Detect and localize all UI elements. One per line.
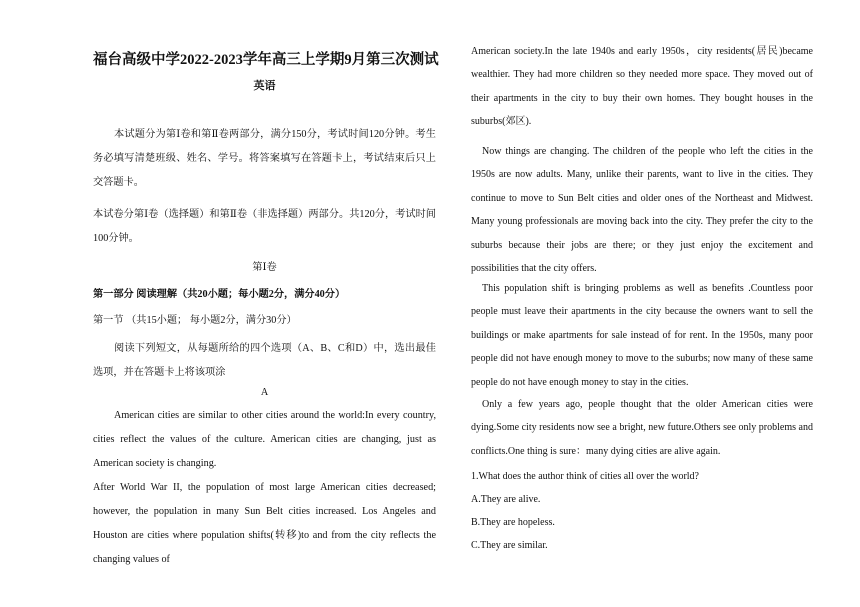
question-stem: 1.What does the author think of cities all over the world? — [471, 471, 699, 482]
instructions: 阅读下列短文，从每题所给的四个选项（A、B、C和D）中，选出最佳选项，并在答题卡上将该项涂 — [93, 343, 436, 378]
question-option: A.They are alive. — [471, 494, 541, 505]
passage-paragraph-3: Now things are changing. The children of the people who left the cities in the 1950s are now adults. Many, unlike their parents, want to live in the cities. They continue to move to Sun Belt cities and older ones of the Northeast and Midwest. Many young professionals are moving back into the city. They prefer the city to the suburbs because their jobs are there; or they just enjoy the excitement and possibilities that the city offers. — [471, 146, 813, 275]
passage-paragraph-1: American cities are similar to other cities around the world:In every country, cities reflect the values of the culture. American cities are changing, just as American society is changing. — [93, 410, 436, 469]
intro-paragraph-1: 本试题分为第Ⅰ卷和第Ⅱ卷两部分，满分150分，考试时间120分钟。考生务必填写清楚班级、姓名、学号。将答案填写在答题卡上，考试结束后只上交答题卡。 — [93, 129, 436, 188]
passage-paragraph-2-continued: American society.In the late 1940s and early 1950s，city residents(居民)became wealthier. They had more children so they needed more space. They moved out of their apartments in the city to buy their own homes. They bought houses in the suburbs(郊区). — [471, 46, 813, 128]
subject-heading: 英语 — [253, 80, 276, 92]
passage-paragraph-5: Only a few years ago, people thought that the older American cities were dying.Some city residents now see a bright, new future.Others see only problems and conflicts.One thing is sure：many dying cities are alive again. — [471, 399, 813, 457]
passage-paragraph-4: This population shift is bringing problems as well as benefits .Countless poor people must leave their apartments in the city because the owners want to sell the buildings or make apartments for sale instead of for rent. In the 1950s, many poor people did not have enough money to move to the suburbs; now many of these same people do not have enough money to stay in the cities. — [471, 283, 813, 388]
passage-label: A — [260, 387, 269, 398]
part-heading: 第一部分 阅读理解（共20小题；每小题2分，满分40分） — [93, 289, 346, 300]
question-option: C.They are similar. — [471, 540, 548, 551]
intro-paragraph-2: 本试卷分第Ⅰ卷（选择题）和第Ⅱ卷（非选择题）两部分。共120分，考试时间100分钟。 — [93, 209, 436, 244]
passage-paragraph-2: After World War II, the population of most large American cities decreased; however, the population in many Sun Belt cities increased. Los Angeles and Houston are cities where population shifts(转移)to and from the city reflects the changing values of — [93, 482, 436, 565]
subsection-heading: 第一节 （共15小题； 每小题2分，满分30分） — [93, 315, 297, 326]
question-option: B.They are hopeless. — [471, 517, 555, 528]
volume-heading: 第Ⅰ卷 — [252, 262, 277, 273]
exam-title: 福台高级中学2022-2023学年高三上学期9月第三次测试 — [93, 52, 439, 68]
